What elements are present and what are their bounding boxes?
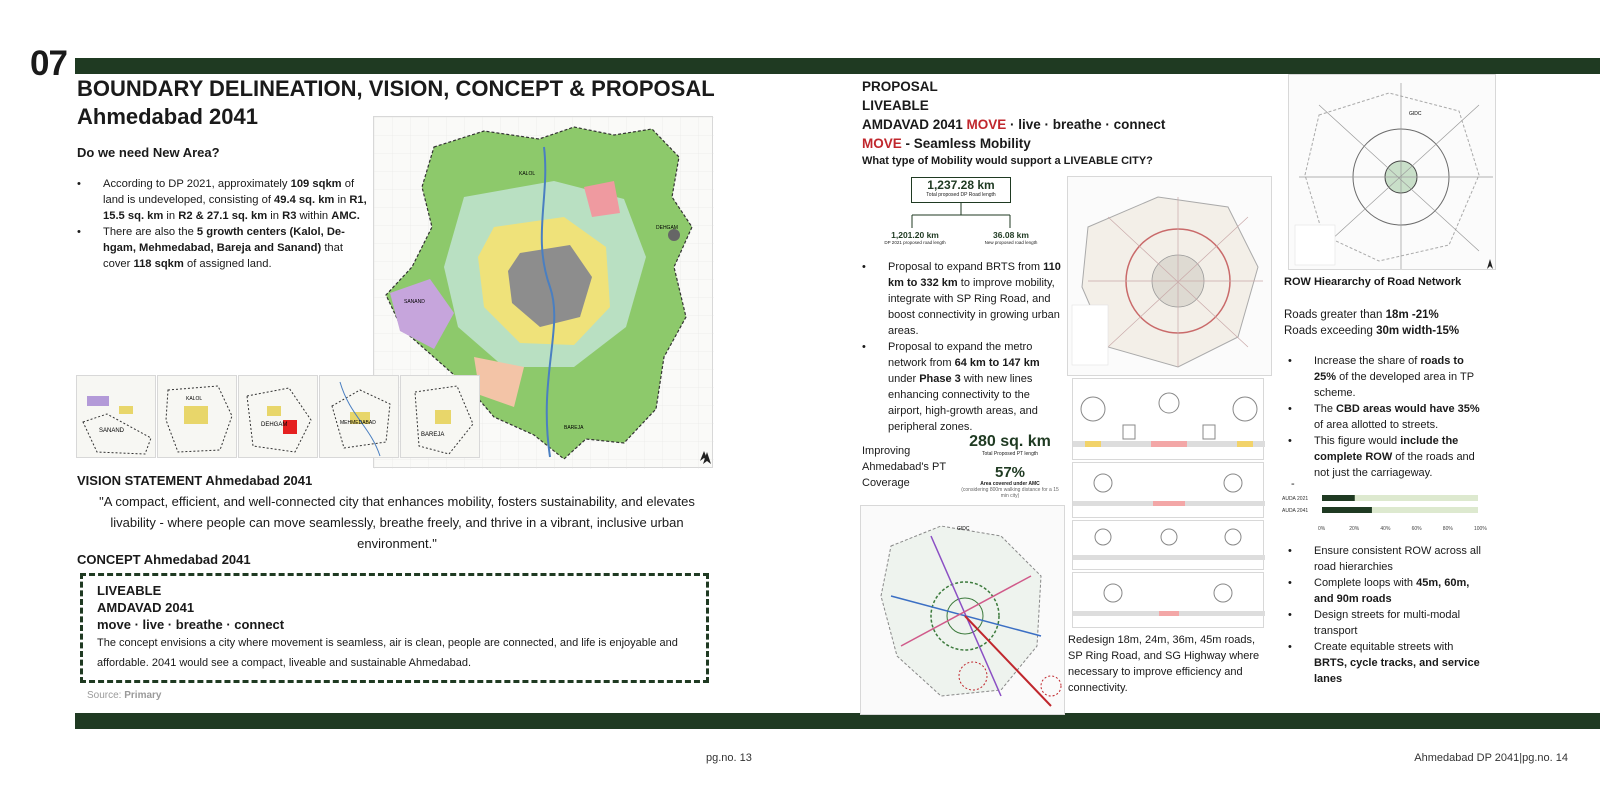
road-length-total-box: [911, 177, 1011, 203]
row-bullet-4: • Ensure consistent ROW across all road hierarchies: [1288, 543, 1488, 575]
map-label-kalol: KALOL: [519, 171, 536, 177]
proposal-h3: AMDAVAD 2041 MOVE · live · breathe · connect: [862, 117, 1166, 132]
proposal-heading: [862, 77, 1165, 153]
chart-tick-label: 40%: [1380, 526, 1391, 532]
brts-bullet-1: • Proposal to expand BRTS from 110 km to 332 km to improve mobility, integrate with SP Ring Road, and boost connectivity in growing urban areas.: [862, 259, 1062, 339]
row-bullets-1: [1288, 353, 1488, 481]
road-length-dp2021: 1,201.20 km DP 2021 proposed road length: [884, 230, 946, 245]
concept-box: [80, 573, 709, 683]
pt-stat-1: 280 sq. km Total Proposed PT length: [969, 433, 1051, 457]
source-note: Source: Primary: [87, 690, 162, 701]
page-subtitle: Ahmedabad 2041: [77, 104, 258, 129]
chart-tick-label: 80%: [1442, 526, 1453, 532]
road-length-tree-lines: [900, 203, 1020, 229]
bottom-bar: [75, 713, 1600, 729]
row-share-chart: [1282, 492, 1487, 532]
growth-center-maps: [76, 375, 481, 458]
row-heading: ROW Hieararchy of Road Network: [1284, 276, 1462, 288]
new-area-bullet-1: • According to DP 2021, approximately 109 sqkm of land is undeveloped, consisting of 49.4 sq. km in R1, 15.5 sq. km in R2 & 27.1 sq. km in R3 within AMC.: [77, 176, 373, 224]
chart-bar: [1322, 495, 1355, 501]
row-bullet-2: • The CBD areas would have 35% of area allotted to streets.: [1288, 401, 1488, 433]
growth-map-mehmedabad: [319, 375, 399, 458]
chart-category-label: AUDA 2041: [1282, 508, 1309, 514]
street-section-2: [1072, 462, 1264, 518]
new-area-bullet-2: • There are also the 5 growth centers (Kalol, De-hgam, Mehmedabad, Bareja and Sanand) that cover 118 sqkm of assigned land.: [77, 224, 373, 272]
vision-heading: VISION STATEMENT Ahmedabad 2041: [77, 473, 313, 488]
brts-bullet-2: • Proposal to expand the metro network from 64 km to 147 km under Phase 3 with new lines enhancing connectivity to the airport, high-growth areas, and peripheral zones.: [862, 339, 1062, 435]
proposal-h1: PROPOSAL: [862, 79, 938, 94]
pt-map-label-gidc: GIDC: [957, 526, 970, 532]
concept-text: The concept envisions a city where movement is seamless, air is clean, people are connected, and life is enjoyable and affordable. 2041 would see a compact, liveable and sustainable Ahmedabad.: [97, 637, 678, 669]
redesign-text: Redesign 18m, 24m, 36m, 45m roads, SP Ring Road, and SG Highway where necessary to improve efficiency and connectivity.: [1068, 634, 1260, 694]
map-label-sanand: SANAND: [404, 299, 425, 305]
pt-network-svg: [861, 506, 1066, 716]
mobility-question: What type of Mobility would support a LIVEABLE CITY?: [862, 155, 1153, 167]
row-bullet-7: • Create equitable streets with BRTS, cycle tracks, and service lanes: [1288, 639, 1488, 687]
growth-map-kalol: [157, 375, 237, 458]
row-hierarchy-svg: [1289, 75, 1497, 271]
footer-right-page-number: Ahmedabad DP 2041|pg.no. 14: [1414, 752, 1568, 764]
page-number: 07: [30, 44, 67, 83]
row-stat-1: Roads greater than 18m -21%: [1284, 309, 1439, 321]
concept-line-3: move · live · breathe · connect: [97, 617, 285, 632]
svg-text:KALOL: KALOL: [186, 396, 203, 402]
concept-heading: CONCEPT Ahmedabad 2041: [77, 552, 251, 567]
pt-network-map: [860, 505, 1065, 715]
row-stat-2: Roads exceeding 30m width-15%: [1284, 325, 1460, 337]
north-arrow-small-icon: [702, 452, 712, 464]
brts-bullets: [862, 259, 1062, 435]
road-network-svg: [1068, 177, 1273, 377]
street-section-1: [1072, 378, 1264, 460]
proposal-h4: MOVE - Seamless Mobility: [862, 136, 1031, 151]
proposal-h2: LIVEABLE: [862, 98, 929, 113]
street-section-4: [1072, 572, 1264, 628]
svg-text:SANAND: SANAND: [99, 428, 125, 434]
chart-tick-label: 20%: [1349, 526, 1360, 532]
footer-left-page-number: pg.no. 13: [706, 752, 752, 764]
row-bullet-5: • Complete loops with 45m, 60m, and 90m roads: [1288, 575, 1488, 607]
row-stats: [1284, 307, 1459, 339]
concept-line-2: AMDAVAD 2041: [97, 600, 195, 615]
row-bullet-6: • Design streets for multi-modal transport: [1288, 607, 1488, 639]
pt-label: Improving Ahmedabad's PT Coverage: [862, 445, 946, 489]
chart-bar: [1322, 507, 1372, 513]
svg-text:BAREJA: BAREJA: [421, 432, 445, 438]
row-bullet-1: • Increase the share of roads to 25% of the developed area in TP scheme.: [1288, 353, 1488, 401]
chart-category-label: AUDA 2021: [1282, 496, 1309, 502]
street-section-3: [1072, 520, 1264, 570]
road-network-map: [1067, 176, 1272, 376]
row-bullet-3: • This figure would include the complete ROW of the roads and not just the carriageway.: [1288, 433, 1488, 481]
row-hierarchy-map: [1288, 74, 1496, 270]
new-area-question: Do we need New Area?: [77, 145, 220, 160]
growth-map-dehgam: [238, 375, 318, 458]
map-label-bareja: BAREJA: [564, 425, 584, 431]
chart-tick-label: 0%: [1318, 526, 1326, 532]
road-length-new: 36.08 km New proposed road length: [984, 230, 1038, 245]
pt-stat-2: 57% Area covered under AMC (considering 800m walking distance for a 15 min city): [961, 464, 1059, 499]
road-length-total-label: Total proposed DP Road length: [926, 192, 996, 198]
road-length-total-value: 1,237.28 km: [927, 178, 995, 192]
row-bullets-2: [1288, 543, 1488, 687]
vision-text: "A compact, efficient, and well-connected city that enhances mobility, fosters sustainability, and elevates livability - where people can move seamlessly, breathe freely, and thrive in a vibrant, inclusive urban environment.": [99, 494, 695, 551]
chart-tick-label: 100%: [1474, 526, 1487, 532]
chart-tick-label: 60%: [1411, 526, 1422, 532]
page-title: BOUNDARY DELINEATION, VISION, CONCEPT & PROPOSAL: [77, 76, 715, 101]
growth-map-sanand: [76, 375, 156, 458]
concept-line-1: LIVEABLE: [97, 583, 162, 598]
map-label-dehgam: DEHGAM: [656, 225, 678, 231]
svg-text:MEHMEDABAD: MEHMEDABAD: [340, 420, 376, 426]
row-dash: -: [1291, 478, 1295, 490]
growth-map-bareja: [400, 375, 480, 458]
top-bar: [75, 58, 1600, 74]
row-map-label-gidc: GIDC: [1409, 111, 1422, 117]
new-area-bullets: [77, 176, 373, 272]
svg-text:DEHGAM: DEHGAM: [261, 422, 288, 428]
